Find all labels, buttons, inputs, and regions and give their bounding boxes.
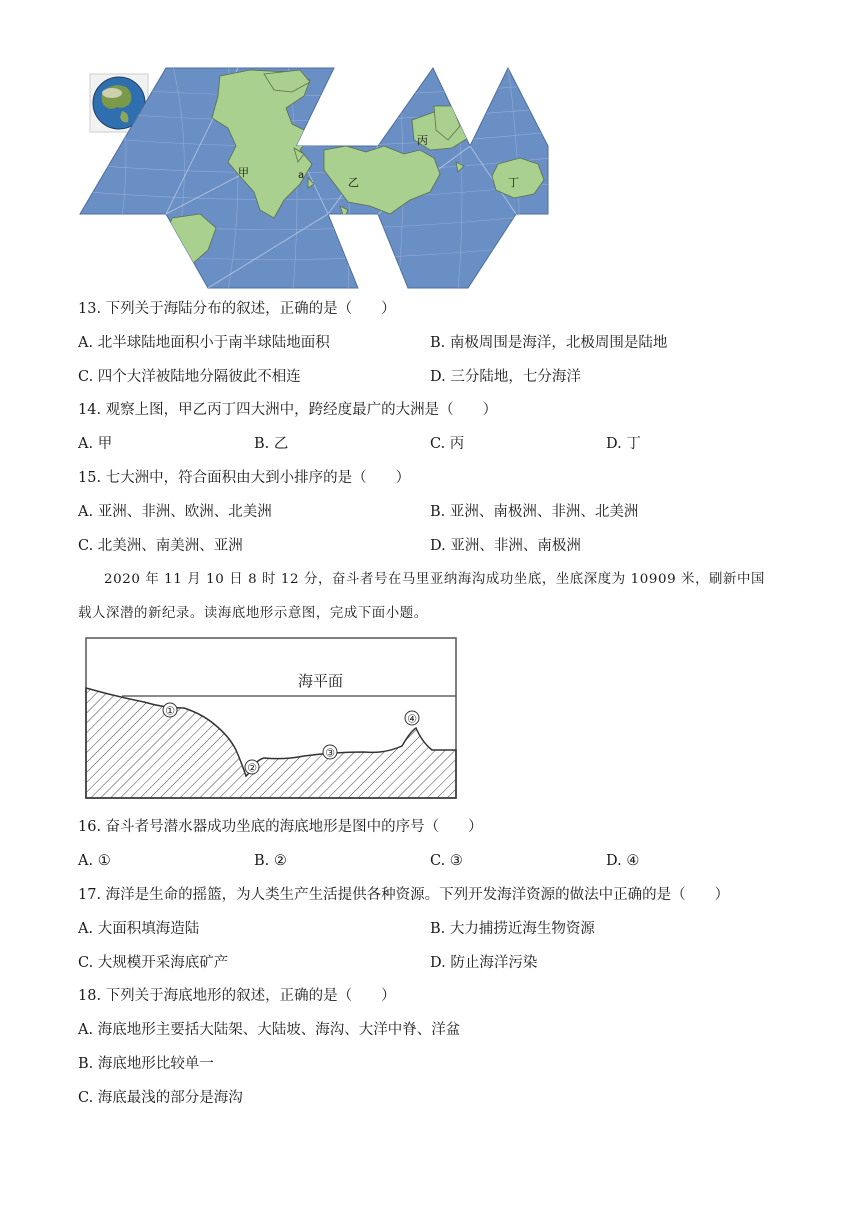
svg-text:③: ③ (325, 746, 335, 760)
world-map-figure (78, 66, 550, 290)
intro-line-2: 载人深潜的新纪录。读海底地形示意图，完成下面小题。 (78, 606, 428, 621)
q13-option-b[interactable]: B. 南极周围是海洋，北极周围是陆地 (430, 335, 668, 351)
q17-option-b[interactable]: B. 大力捕捞近海生物资源 (430, 921, 595, 937)
q16-option-d[interactable]: D. ④ (606, 853, 640, 869)
label-a: a (298, 170, 305, 181)
q18-option-b[interactable]: B. 海底地形比较单一 (78, 1056, 214, 1072)
q16-option-b[interactable]: B. ② (254, 853, 287, 869)
q13-option-a[interactable]: A. 北半球陆地面积小于南半球陆地面积 (78, 335, 330, 351)
q15-option-d[interactable]: D. 亚洲、非洲、南极洲 (430, 538, 581, 554)
q16-option-c[interactable]: C. ③ (430, 853, 463, 869)
q14-option-a[interactable]: A. 甲 (78, 436, 113, 452)
intro-line-1: 2020 年 11 月 10 日 8 时 12 分，奋斗者号在马里亚纳海沟成功坐底，坐底深度为 10909 米，刷新中国 (104, 572, 766, 587)
q18-stem: 18. 下列关于海底地形的叙述，正确的是（ ） (78, 988, 396, 1004)
q14-option-b[interactable]: B. 乙 (254, 436, 289, 452)
q15-option-b[interactable]: B. 亚洲、南极洲、非洲、北美洲 (430, 504, 639, 520)
q17-option-d[interactable]: D. 防止海洋污染 (430, 955, 538, 971)
q13-option-c[interactable]: C. 四个大洋被陆地分隔彼此不相连 (78, 369, 301, 385)
q17-option-a[interactable]: A. 大面积填海造陆 (78, 921, 200, 937)
q15-stem: 15. 七大洲中，符合面积由大到小排序的是（ ） (78, 470, 411, 486)
label-jia: 甲 (238, 166, 249, 179)
q17-option-c[interactable]: C. 大规模开采海底矿产 (78, 955, 229, 971)
svg-text:①: ① (165, 704, 175, 718)
marker-3 (323, 745, 337, 760)
label-yi: 乙 (348, 176, 359, 189)
dymaxion-map (78, 66, 550, 290)
marker-1 (163, 703, 177, 718)
seabed-diagram (84, 636, 460, 802)
q13-stem: 13. 下列关于海陆分布的叙述，正确的是（ ） (78, 301, 396, 317)
q14-stem: 14. 观察上图，甲乙丙丁四大洲中，跨经度最广的大洲是（ ） (78, 402, 498, 418)
label-bing: 丙 (417, 134, 428, 147)
sea-level-label: 海平面 (298, 672, 344, 690)
marker-4 (405, 711, 419, 726)
ocean (80, 68, 548, 288)
q18-option-a[interactable]: A. 海底地形主要括大陆架、大陆坡、海沟、大洋中脊、洋盆 (78, 1022, 461, 1038)
marker-2 (245, 760, 259, 775)
label-ding: 丁 (508, 176, 519, 189)
seabed-svg (84, 636, 460, 802)
q16-stem: 16. 奋斗者号潜水器成功坐底的海底地形是图中的序号（ ） (78, 819, 483, 835)
q17-stem: 17. 海洋是生命的摇篮，为人类生产生活提供各种资源。下列开发海洋资源的做法中正确的是（ ） (78, 887, 730, 903)
q14-option-d[interactable]: D. 丁 (606, 436, 641, 452)
q15-option-a[interactable]: A. 亚洲、非洲、欧洲、北美洲 (78, 504, 272, 520)
q16-option-a[interactable]: A. ① (78, 853, 111, 869)
q14-option-c[interactable]: C. 丙 (430, 436, 465, 452)
q15-option-c[interactable]: C. 北美洲、南美洲、亚洲 (78, 538, 243, 554)
q18-option-c[interactable]: C. 海底最浅的部分是海沟 (78, 1090, 243, 1106)
svg-text:④: ④ (407, 712, 417, 726)
svg-text:②: ② (247, 761, 257, 775)
q13-option-d[interactable]: D. 三分陆地，七分海洋 (430, 369, 581, 385)
